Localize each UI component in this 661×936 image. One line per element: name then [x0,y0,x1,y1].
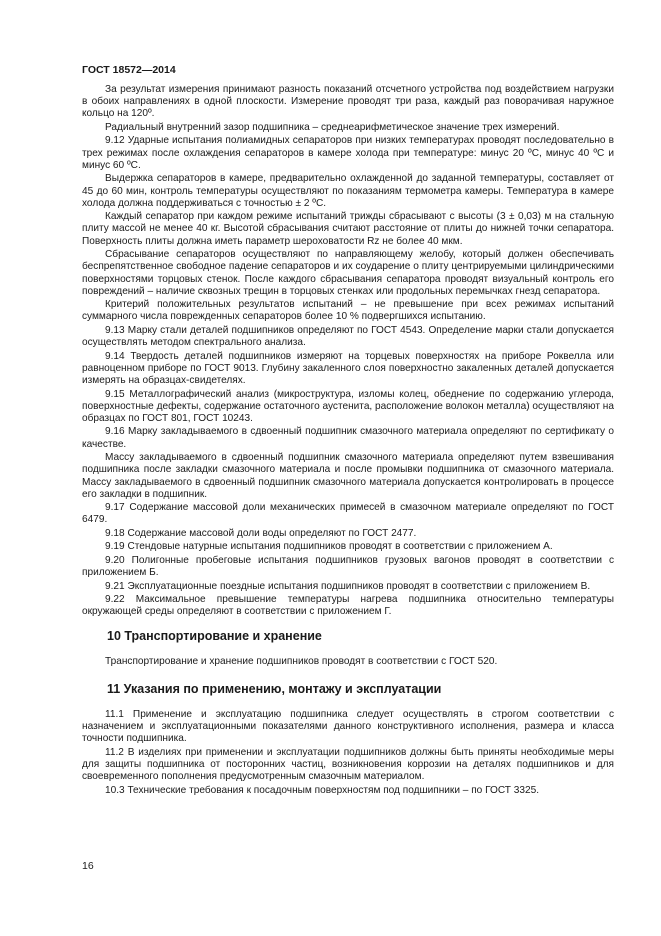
page-number: 16 [82,860,94,872]
section-heading-10: 10 Транспортирование и хранение [107,628,322,643]
paragraph: Радиальный внутренний зазор подшипника – среднеарифметическое значение трех измерений. [105,121,560,133]
paragraph: 9.19 Стендовые натурные испытания подшипников проводят в соответствии с приложением А. [105,541,553,553]
paragraph: Критерий положительных результатов испытаний – не превышение при всех режимах испытаний суммарного числа поврежденных сепараторов более 10 % подвергшихся испытанию. [82,299,614,323]
paragraph: Выдержка сепараторов в камере, предварительно охлажденной до заданной температуры, составляет от 45 до 60 мин, контроль температуры осуществляют по показаниям термометра камеры. Температура в камере холода должна поддерживаться с точностью ± 2 ºС. [82,173,614,209]
document-header: ГОСТ 18572—2014 [82,64,176,76]
paragraph: 9.13 Марку стали деталей подшипников определяют по ГОСТ 4543. Определение марки стали допускается осуществлять методом спектрального анализа. [82,324,614,349]
paragraph: 9.18 Содержание массовой доли воды определяют по ГОСТ 2477. [105,527,417,539]
paragraph: Транспортирование и хранение подшипников проводят в соответствии с ГОСТ 520. [105,655,498,667]
paragraph: 10.3 Технические требования к посадочным поверхностям под подшипники – по ГОСТ 3325. [105,784,540,796]
document-body [82,84,614,798]
paragraph: 9.15 Металлографический анализ (микроструктура, изломы колец, обеднение по содержанию углерода, поверхностные дефекты, содержание остаточного аустенита, расположение волокон металла) осуществляют на образцах по ГОСТ 801, ГОСТ 10243. [82,388,614,424]
paragraph: 9.14 Твердость деталей подшипников измеряют на торцевых поверхностях на приборе Роквелла или равноценном приборе по ГОСТ 9013. Глубину закаленного слоя поверхностно закаленных деталей допускается измерять на образцах-свидетелях. [82,350,614,387]
paragraph: 9.20 Полигонные пробеговые испытания подшипников грузовых вагонов проводят в соответствии с приложением Б. [82,554,614,579]
section-heading-11: 11 Указания по применению, монтажу и эксплуатации [107,681,442,696]
paragraph: Каждый сепаратор при каждом режиме испытаний трижды сбрасывают с высоты (3 ± 0,03) м на стальную плиту массой не менее 40 кг. Высотой сбрасывания считают расстояние от плиты до нижней точки сепаратора. Поверхность плиты должна иметь параметр шероховатости Rz не более 40 мкм. [82,211,614,247]
paragraph: 9.16 Марку закладываемого в сдвоенный подшипник смазочного материала определяют по сертификату о качестве. [82,426,614,450]
paragraph: Сбрасывание сепараторов осуществляют по направляющему желобу, который должен обеспечивать беспрепятственное свободное падение сепараторов и их соударение о плиту центрируемыми цилиндрическими поверхностями торцовых стенок. После каждого сбрасывания сепаратора проводят визуальный контроль его повреждений – наличие сквозных трещин в торцовых стенках или продольных перемычках гнезд сепаратора. [82,249,614,297]
paragraph: 11.2 В изделиях при применении и эксплуатации подшипников должны быть приняты необходимые меры для защиты подшипника от посторонних частиц, возникновения коррозии на деталях подшипников и для своевременного пополнения предусмотренным смазочным материалом. [82,746,614,783]
paragraph: За результат измерения принимают разность показаний отсчетного устройства под воздействием нагрузки в обоих направлениях в одной плоскости. Измерение проводят три раза, каждый раз поворачивая наружное кольцо на 120º. [82,84,614,120]
paragraph: 9.22 Максимальное превышение температуры нагрева подшипника относительно температуры окружающей среды определяют в соответствии с приложением Г. [82,594,614,618]
paragraph: 11.1 Применение и эксплуатацию подшипника следует осуществлять в строгом соответствии с назначением и эксплуатационными показателями данного конструктивного исполнения, размера и класса точности подшипника. [82,708,614,745]
paragraph: 9.17 Содержание массовой доли механических примесей в смазочном материале определяют по ГОСТ 6479. [82,502,614,526]
paragraph: Массу закладываемого в сдвоенный подшипник смазочного материала определяют путем взвешивания подшипника после закладки смазочного материала и после промывки подшипника от смазочного материала. Массу закладываемого в сдвоенный подшипник смазочного материала допускается контролировать в процессе его закладки в подшипник. [82,452,614,500]
paragraph: 9.12 Ударные испытания полиамидных сепараторов при низких температурах проводят последовательно в трех режимах после охлаждения сепараторов в камере холода при температуре: минус 20 ºС, минус 40 ºС и минус 60 ºС. [82,135,614,171]
paragraph: 9.21 Эксплуатационные поездные испытания подшипников проводят в соответствии с приложением В. [105,580,591,592]
